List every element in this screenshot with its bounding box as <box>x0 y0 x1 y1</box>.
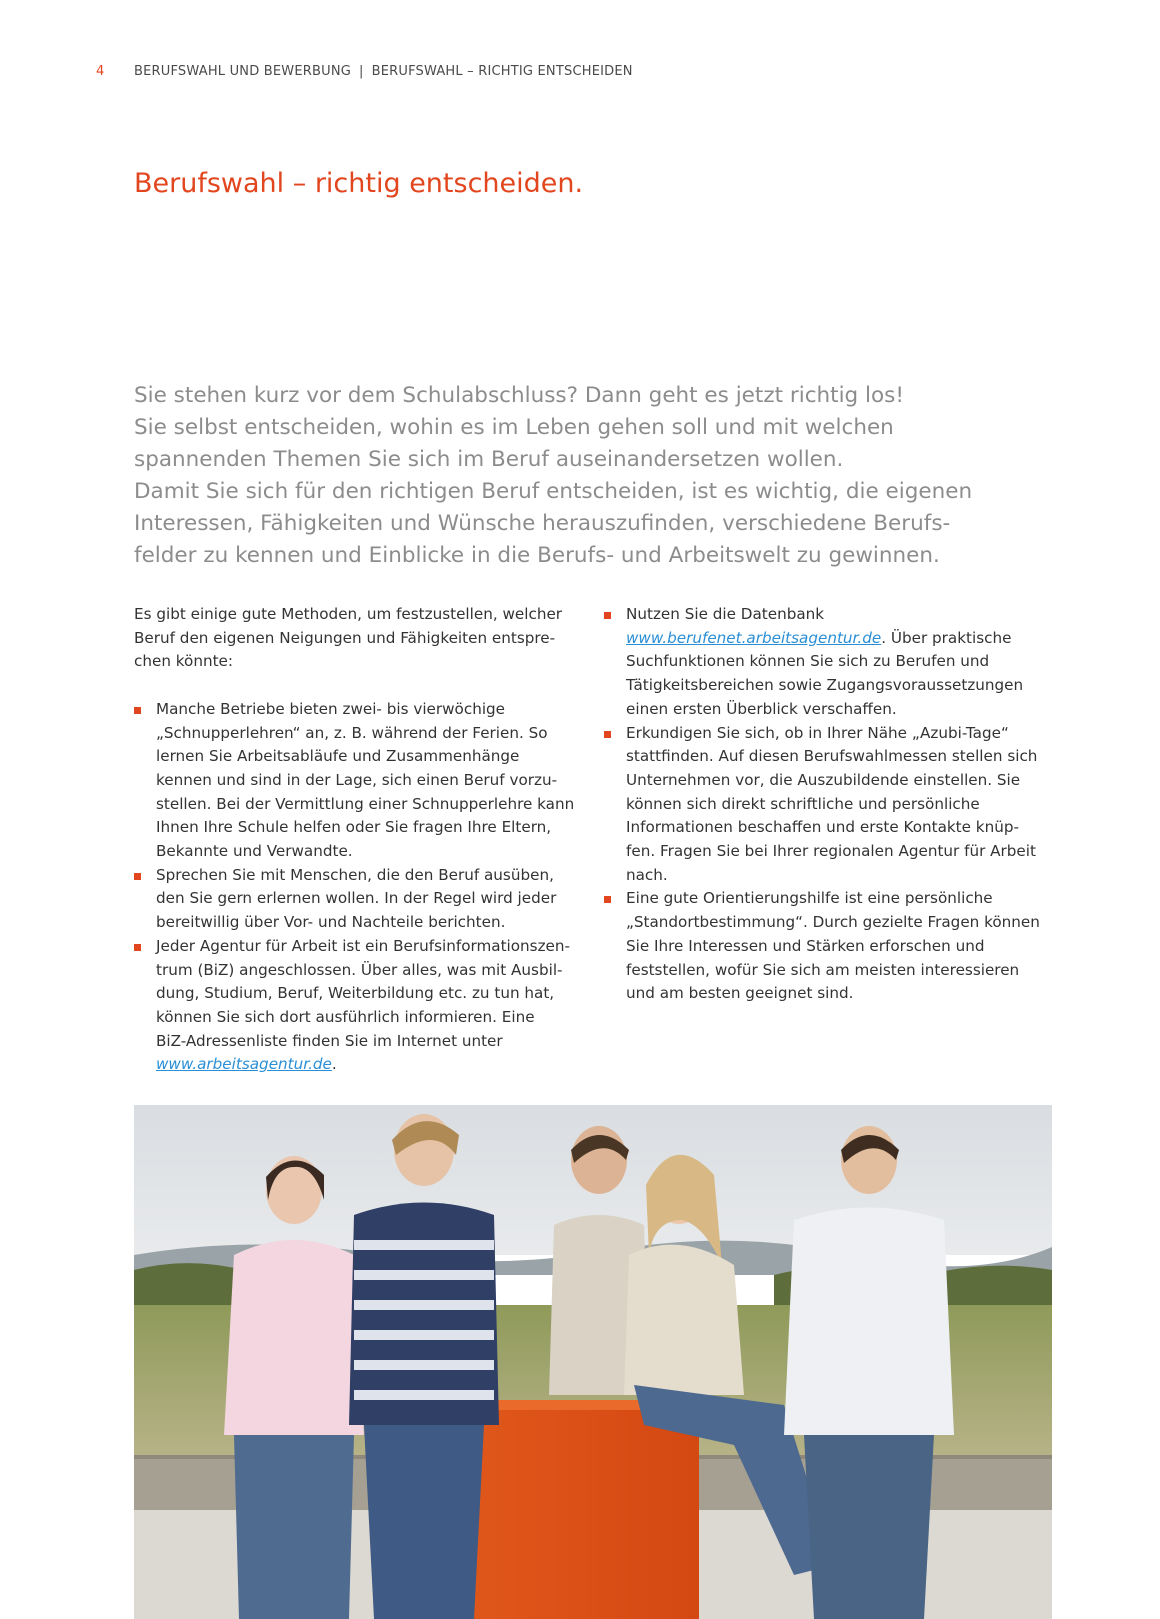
link-line <box>626 627 1054 651</box>
subsection-name: BERUFSWAHL – RICHTIG ENTSCHEIDEN <box>371 64 633 79</box>
list-item <box>604 603 1054 722</box>
list-item-line: feststellen, wofür Sie sich am meisten interessieren <box>626 960 1020 979</box>
link-suffix: . Über praktische <box>881 628 1012 647</box>
list-item-line: „Schnupperlehren“ an, z. B. während der Ferien. So <box>156 723 548 742</box>
list-item-line: Informationen beschaffen und erste Kontakte knüp- <box>626 818 1019 837</box>
intro-line: Beruf den eigenen Neigungen und Fähigkeiten entspre- <box>134 628 556 647</box>
bullet-square-icon <box>134 873 141 880</box>
list-item-line: fen. Fragen Sie bei Ihrer regionalen Agentur für Arbeit <box>626 842 1036 861</box>
list-item-line: Suchfunktionen können Sie sich zu Berufen und <box>626 652 990 671</box>
berufenet-link[interactable]: www.berufenet.arbeitsagentur.de <box>626 628 882 647</box>
list-item-line: Tätigkeitsbereichen sowie Zugangsvoraussetzungen <box>626 676 1024 695</box>
running-title <box>134 64 633 79</box>
list-item-line: den Sie gern erlernen wollen. In der Regel wird jeder <box>156 889 557 908</box>
list-item-line: Manche Betriebe bieten zwei- bis vierwöchige <box>156 699 506 718</box>
list-item <box>604 722 1054 888</box>
lead-paragraph <box>134 380 1034 572</box>
bullet-square-icon <box>604 612 611 619</box>
link-line <box>156 1053 584 1077</box>
group-photo <box>134 1105 1052 1619</box>
list-item-line: einen ersten Überblick verschaffen. <box>626 699 897 718</box>
right-column <box>604 603 1054 1006</box>
lead-line: felder zu kennen und Einblicke in die Berufs- und Arbeitswelt zu gewinnen. <box>134 543 940 568</box>
list-item-line: können sich direkt schriftliche und persönliche <box>626 794 980 813</box>
list-item-line: Nutzen Sie die Datenbank <box>626 605 825 623</box>
list-item <box>604 887 1054 1006</box>
list-item-line: dung, Studium, Beruf, Weiterbildung etc. zu tun hat, <box>156 984 555 1003</box>
lead-line: Interessen, Fähigkeiten und Wünsche herauszufinden, verschiedene Berufs- <box>134 511 951 536</box>
lead-line: spannenden Themen Sie sich im Beruf auseinandersetzen wollen. <box>134 447 844 472</box>
list-item-line: Jeder Agentur für Arbeit ist ein Berufsinformationszen- <box>156 936 571 955</box>
group-photo-illustration <box>134 1105 1052 1619</box>
list-item <box>134 864 584 935</box>
methods-list <box>134 698 584 1077</box>
list-item-line: BiZ-Adressenliste finden Sie im Internet unter <box>156 1031 503 1050</box>
section-name: BERUFSWAHL UND BEWERBUNG <box>134 64 352 79</box>
list-item-line: Sie Ihre Interessen und Stärken erforschen und <box>626 936 985 955</box>
bullet-square-icon <box>604 896 611 903</box>
list-item-line: bereitwillig über Vor- und Nachteile berichten. <box>156 913 506 932</box>
lead-line: Damit Sie sich für den richtigen Beruf entscheiden, ist es wichtig, die eigenen <box>134 479 973 504</box>
list-item-line: stellen. Bei der Vermittlung einer Schnupperlehre kann <box>156 794 575 813</box>
intro-paragraph <box>134 603 584 674</box>
list-item-line: Bekannte und Verwandte. <box>156 842 353 861</box>
list-item-line: Eine gute Orientierungshilfe ist eine persönliche <box>626 889 993 908</box>
list-item-line: lernen Sie Arbeitsabläufe und Zusammenhänge <box>156 747 520 766</box>
list-item-line: kennen und sind in der Lage, sich einen Beruf vorzu- <box>156 770 558 789</box>
list-item-line: trum (BiZ) angeschlossen. Über alles, was mit Ausbil- <box>156 960 563 979</box>
bullet-square-icon <box>134 707 141 714</box>
bullet-square-icon <box>604 731 611 738</box>
lead-line: Sie stehen kurz vor dem Schulabschluss? Dann geht es jetzt richtig los! <box>134 383 904 408</box>
link-suffix: . <box>331 1055 337 1074</box>
intro-line: Es gibt einige gute Methoden, um festzustellen, welcher <box>134 605 563 623</box>
list-item-line: „Standortbestimmung“. Durch gezielte Fragen können <box>626 913 1040 932</box>
intro-line: chen könnte: <box>134 652 233 671</box>
bullet-square-icon <box>134 944 141 951</box>
page-title: Berufswahl – richtig entscheiden. <box>134 168 584 199</box>
list-item-line: stattfinden. Auf diesen Berufswahlmessen stellen sich <box>626 747 1038 766</box>
list-item <box>134 698 584 864</box>
left-column <box>134 603 584 1077</box>
list-item-line: nach. <box>626 865 668 884</box>
list-item-line: Ihnen Ihre Schule helfen oder Sie fragen Ihre Eltern, <box>156 818 552 837</box>
list-item-line: und am besten geeignet sind. <box>626 984 854 1003</box>
lead-line: Sie selbst entscheiden, wohin es im Leben gehen soll und mit welchen <box>134 415 894 440</box>
list-item <box>134 935 584 1077</box>
header-separator: | <box>359 64 364 79</box>
list-item-line: Erkundigen Sie sich, ob in Ihrer Nähe „Azubi-Tage“ <box>626 723 1009 742</box>
list-item-line: können Sie sich dort ausführlich informieren. Eine <box>156 1007 535 1026</box>
list-item-line: Sprechen Sie mit Menschen, die den Beruf ausüben, <box>156 865 554 884</box>
methods-list-continued <box>604 603 1054 1006</box>
page-number: 4 <box>96 64 105 79</box>
arbeitsagentur-link[interactable]: www.arbeitsagentur.de <box>156 1055 332 1074</box>
list-item-line: Unternehmen vor, die Auszubildende einstellen. Sie <box>626 770 1021 789</box>
